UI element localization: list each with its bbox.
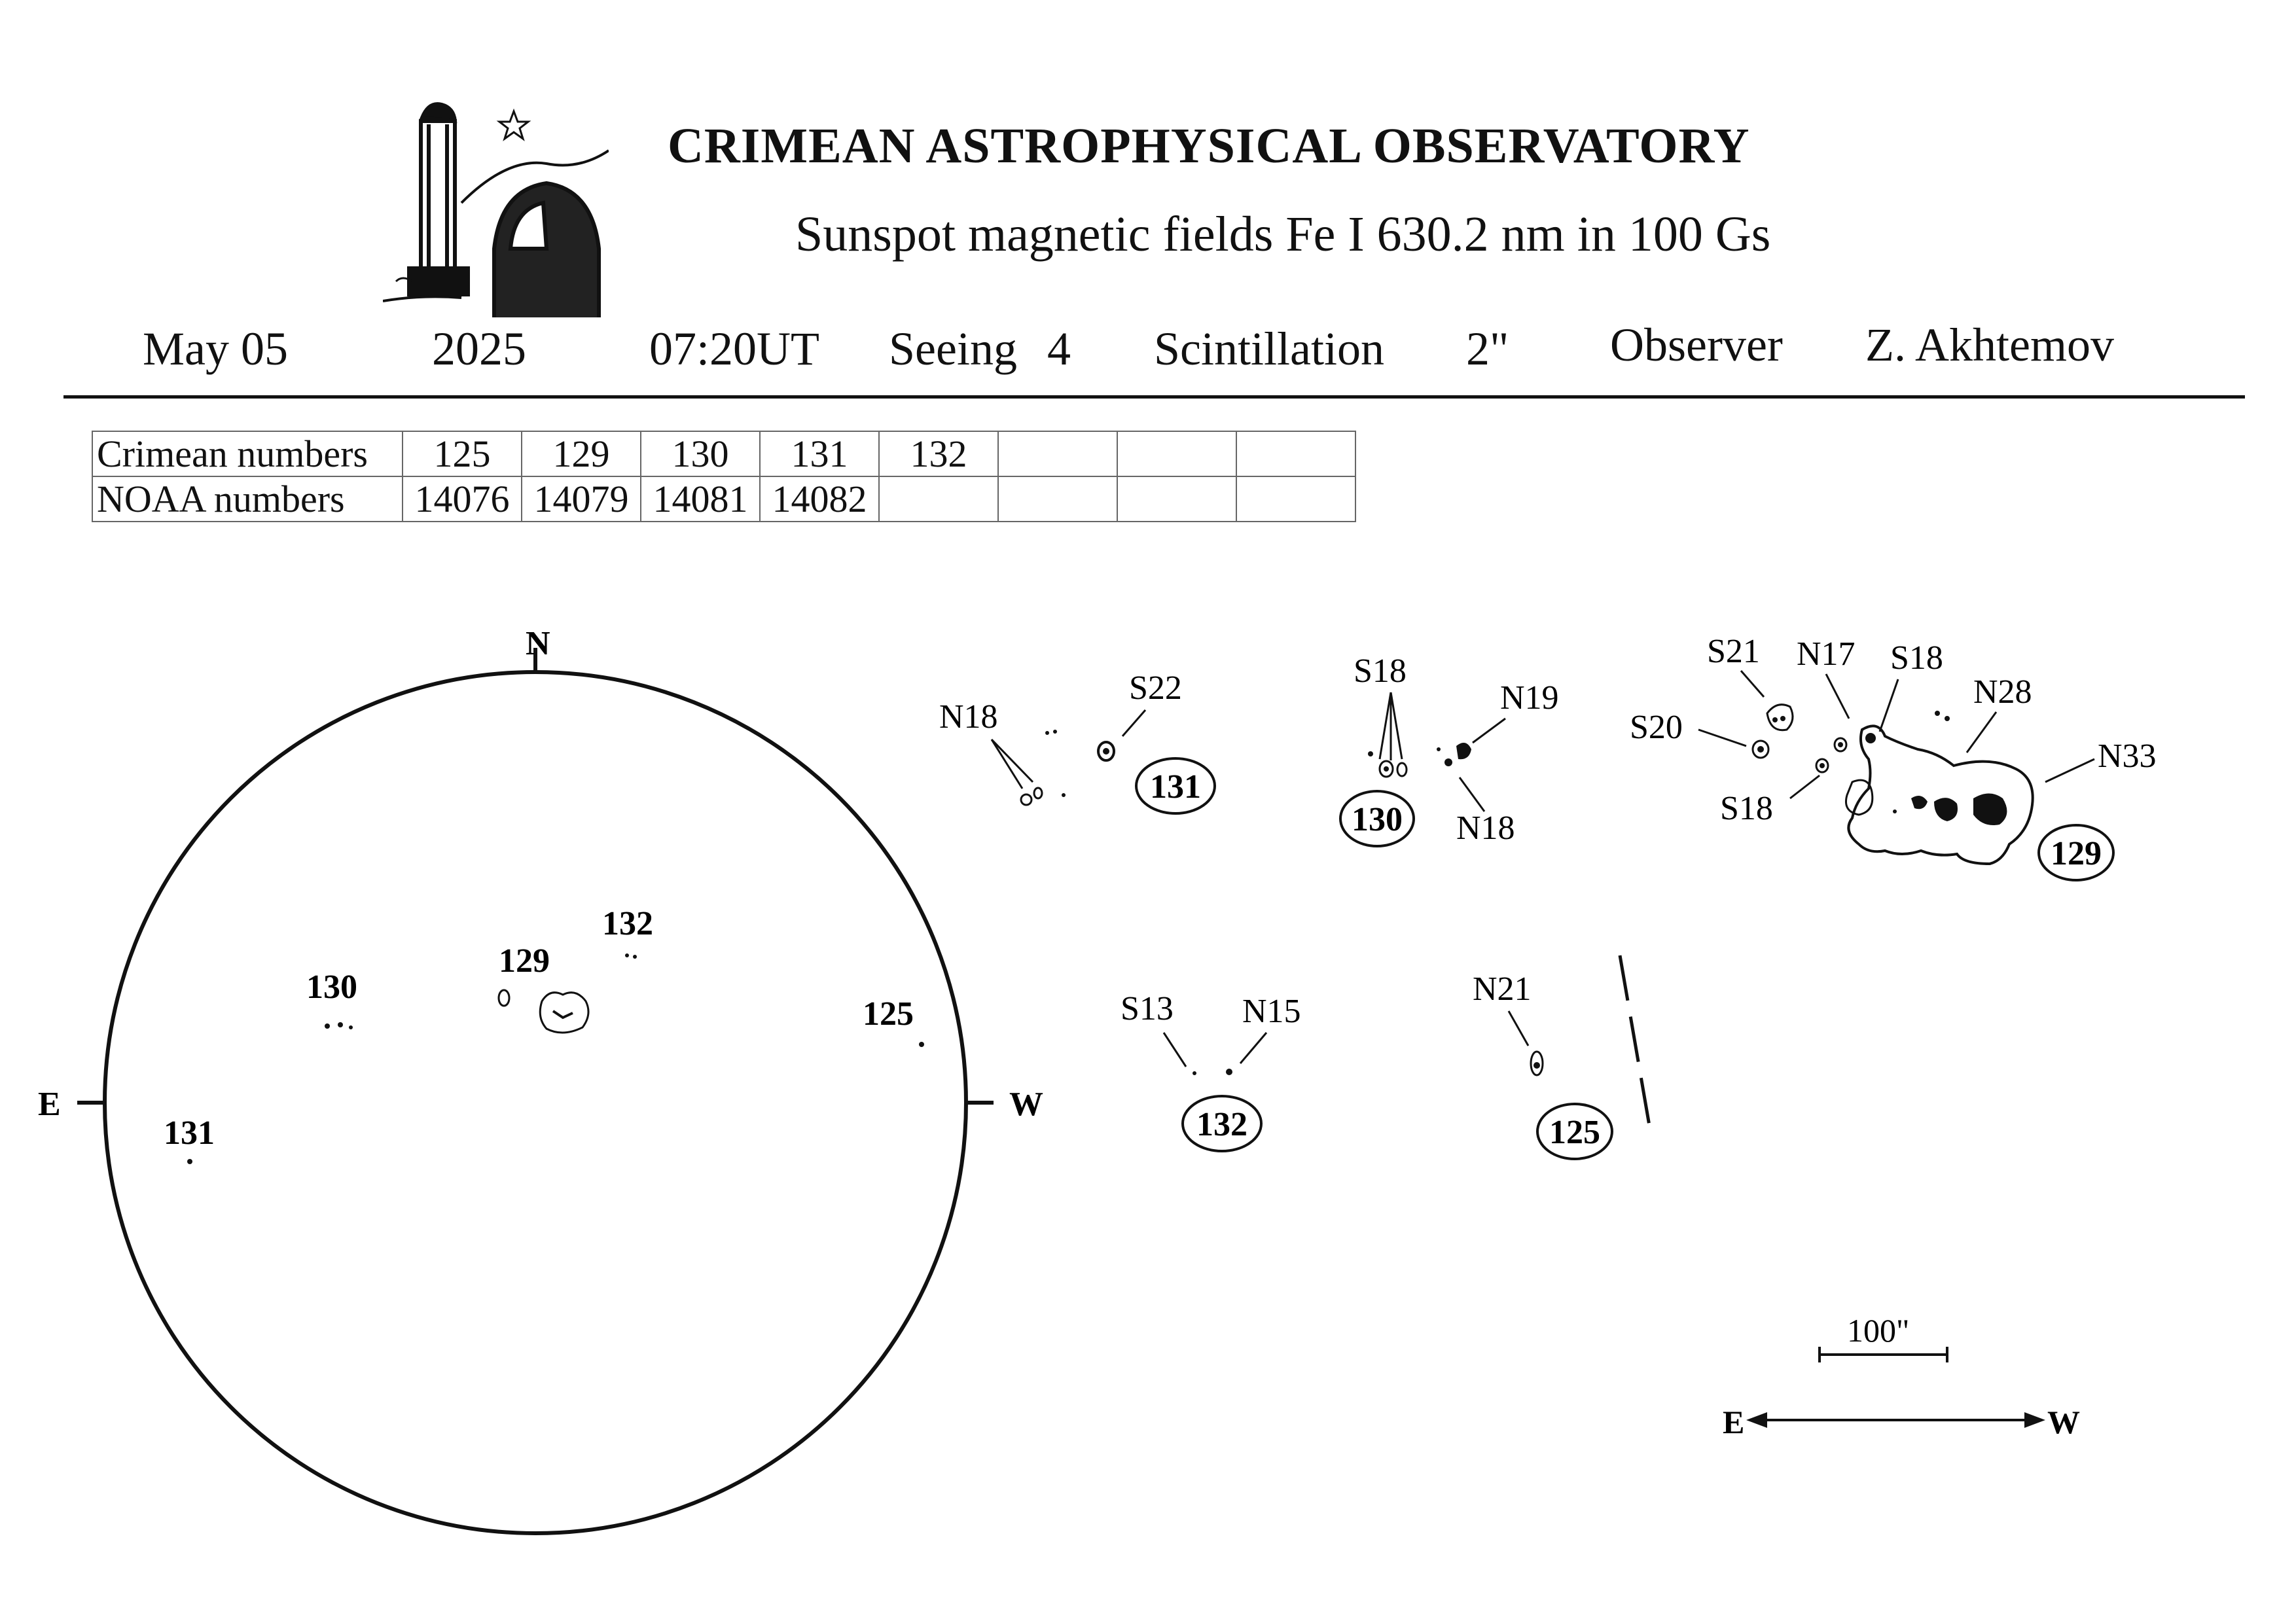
detail-region-132 — [1121, 990, 1301, 1151]
west-label: W — [1009, 1086, 1043, 1123]
polarity-label: S18 — [1720, 790, 1773, 827]
north-label: N — [526, 625, 550, 662]
polarity-label: S22 — [1129, 669, 1182, 707]
noaa-number-cell: 14079 — [522, 476, 641, 522]
region-id-label: 129 — [2051, 835, 2102, 872]
observer-name: Z. Akhtemov — [1865, 319, 2114, 371]
polarity-label: N18 — [939, 698, 998, 736]
disk-region-label: 130 — [306, 969, 357, 1006]
detail-region-131 — [939, 669, 1215, 813]
east-label: E — [38, 1086, 61, 1123]
scale-bar — [1820, 1312, 1947, 1362]
crimean-numbers-label: Crimean numbers — [92, 431, 403, 476]
crimean-number-cell: 131 — [760, 431, 879, 476]
region-id-label: 132 — [1196, 1106, 1247, 1143]
disk-region-label: 132 — [602, 905, 653, 942]
scintillation-value: 2" — [1466, 323, 1509, 375]
observer-label: Observer — [1610, 319, 1783, 371]
limb-segment — [1620, 955, 1649, 1126]
scale-west-label: W — [2047, 1404, 2080, 1440]
polarity-label: N19 — [1500, 679, 1559, 717]
page-subtitle: Sunspot magnetic fields Fe I 630.2 nm in 100 Gs — [795, 207, 1771, 262]
scale-bar-label: 100" — [1847, 1312, 1910, 1349]
polarity-label: N33 — [2098, 738, 2157, 775]
disk-region-129-sketch — [499, 990, 588, 1033]
polarity-label: N21 — [1473, 970, 1532, 1008]
noaa-numbers-label: NOAA numbers — [92, 476, 403, 522]
polarity-label: N15 — [1242, 993, 1301, 1030]
solar-limb — [105, 672, 966, 1533]
polarity-label: S18 — [1354, 652, 1407, 690]
polarity-label: N17 — [1797, 635, 1856, 673]
observation-date: May 05 — [143, 323, 288, 375]
noaa-number-cell: 14081 — [641, 476, 760, 522]
scale-east-label: E — [1723, 1404, 1745, 1440]
region-id-label: 130 — [1352, 801, 1403, 838]
crimean-number-cell: 129 — [522, 431, 641, 476]
crimean-number-cell: 130 — [641, 431, 760, 476]
page-title: CRIMEAN ASTROPHYSICAL OBSERVATORY — [668, 118, 1750, 173]
disk-region-label: 129 — [499, 942, 550, 980]
polarity-label: S13 — [1121, 990, 1174, 1027]
polarity-label: N18 — [1456, 809, 1515, 847]
disk-region-label: 131 — [164, 1114, 215, 1152]
disk-region-label: 125 — [863, 995, 914, 1033]
polarity-label: S20 — [1630, 709, 1683, 746]
detail-region-130 — [1340, 652, 1559, 847]
seeing-label: Seeing — [889, 323, 1017, 375]
observation-year: 2025 — [432, 323, 526, 375]
polarity-label: S18 — [1890, 639, 1943, 677]
region-id-label: 131 — [1150, 768, 1201, 806]
disk-spot-marks — [187, 953, 924, 1164]
detail-region-129 — [1630, 633, 2157, 880]
detail-region-125 — [1473, 955, 1649, 1159]
region-id-label: 125 — [1549, 1114, 1600, 1151]
polarity-label: S21 — [1707, 633, 1760, 670]
solar-disk — [38, 625, 1043, 1533]
direction-arrow — [1723, 1404, 2080, 1440]
polarity-label: N28 — [1973, 673, 2032, 711]
crimean-number-cell: 125 — [403, 431, 522, 476]
observation-time: 07:20UT — [649, 323, 819, 375]
crimean-number-cell: 132 — [879, 431, 998, 476]
noaa-number-cell: 14082 — [760, 476, 879, 522]
seeing-value: 4 — [1047, 323, 1071, 375]
noaa-number-cell: 14076 — [403, 476, 522, 522]
scintillation-label: Scintillation — [1154, 323, 1384, 375]
